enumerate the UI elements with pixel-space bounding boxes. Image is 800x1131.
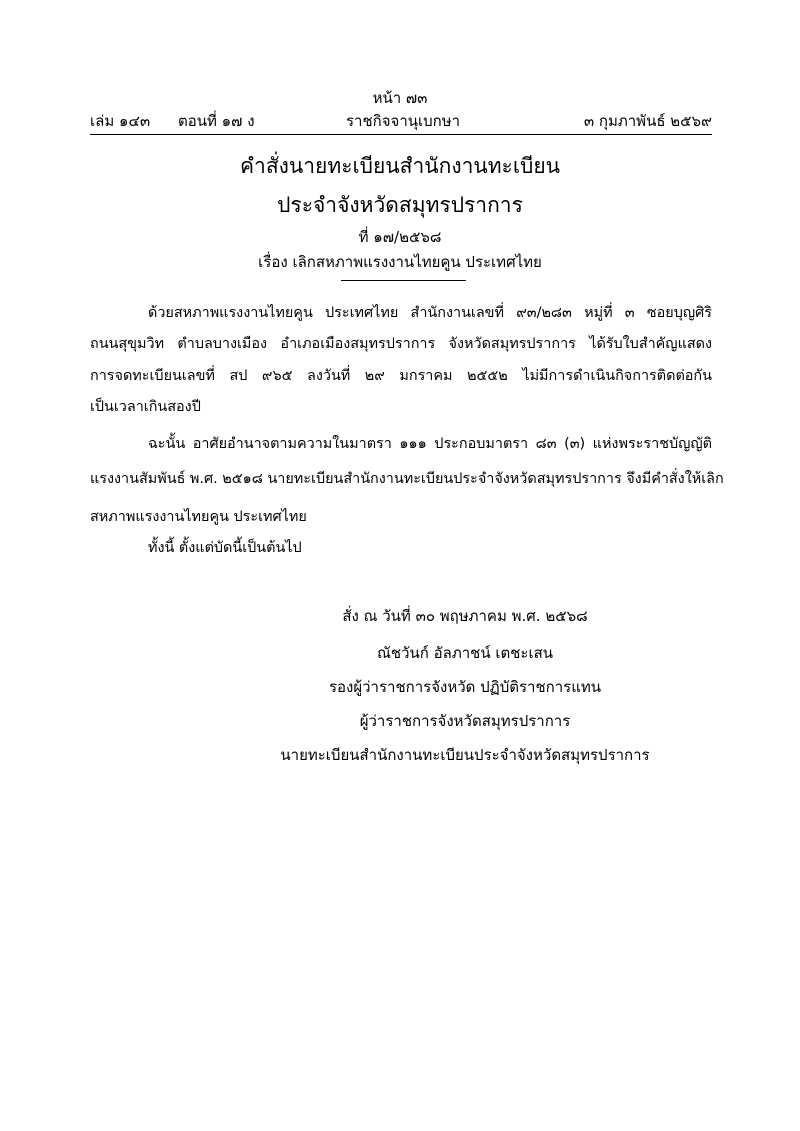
signature-date: สั่ง ณ วันที่ ๓๐ พฤษภาคม พ.ศ. ๒๕๖๘ [342,607,588,625]
gazette-section: ตอนที่ ๑๗ ง [178,112,255,130]
gazette-name: ราชกิจจานุเบกษา [346,112,461,130]
signatory-position-2: ผู้ว่าราชการจังหวัดสมุทรปราการ [359,712,571,730]
signatory-position-1: รองผู้ว่าราชการจังหวัด ปฏิบัติราชการแทน [328,678,602,696]
order-title-line1: คำสั่งนายทะเบียนสำนักงานทะเบียน [239,154,561,178]
subject-rule [341,280,466,281]
body-paragraph-3: ทั้งนี้ ตั้งแต่บัดนี้เป็นต้นไป [148,540,302,556]
gazette-date: ๓ กุมภาพันธ์ ๒๕๖๙ [583,112,712,130]
signatory-name: ณัชวันก์ อัลภาชน์ เตชะเสน [377,644,553,662]
page-number: หน้า ๗๓ [372,89,428,107]
header-rule [90,134,712,135]
order-number: ที่ ๑๗/๒๕๖๘ [358,228,442,246]
gazette-volume: เล่ม ๑๔๓ [90,112,151,130]
order-subject: เรื่อง เลิกสหภาพแรงงานไทยคูน ประเทศไทย [258,253,542,271]
order-title-line2: ประจำจังหวัดสมุทรปราการ [277,193,523,217]
signatory-position-3: นายทะเบียนสำนักงานทะเบียนประจำจังหวัดสมุทรปราการ [280,746,650,764]
